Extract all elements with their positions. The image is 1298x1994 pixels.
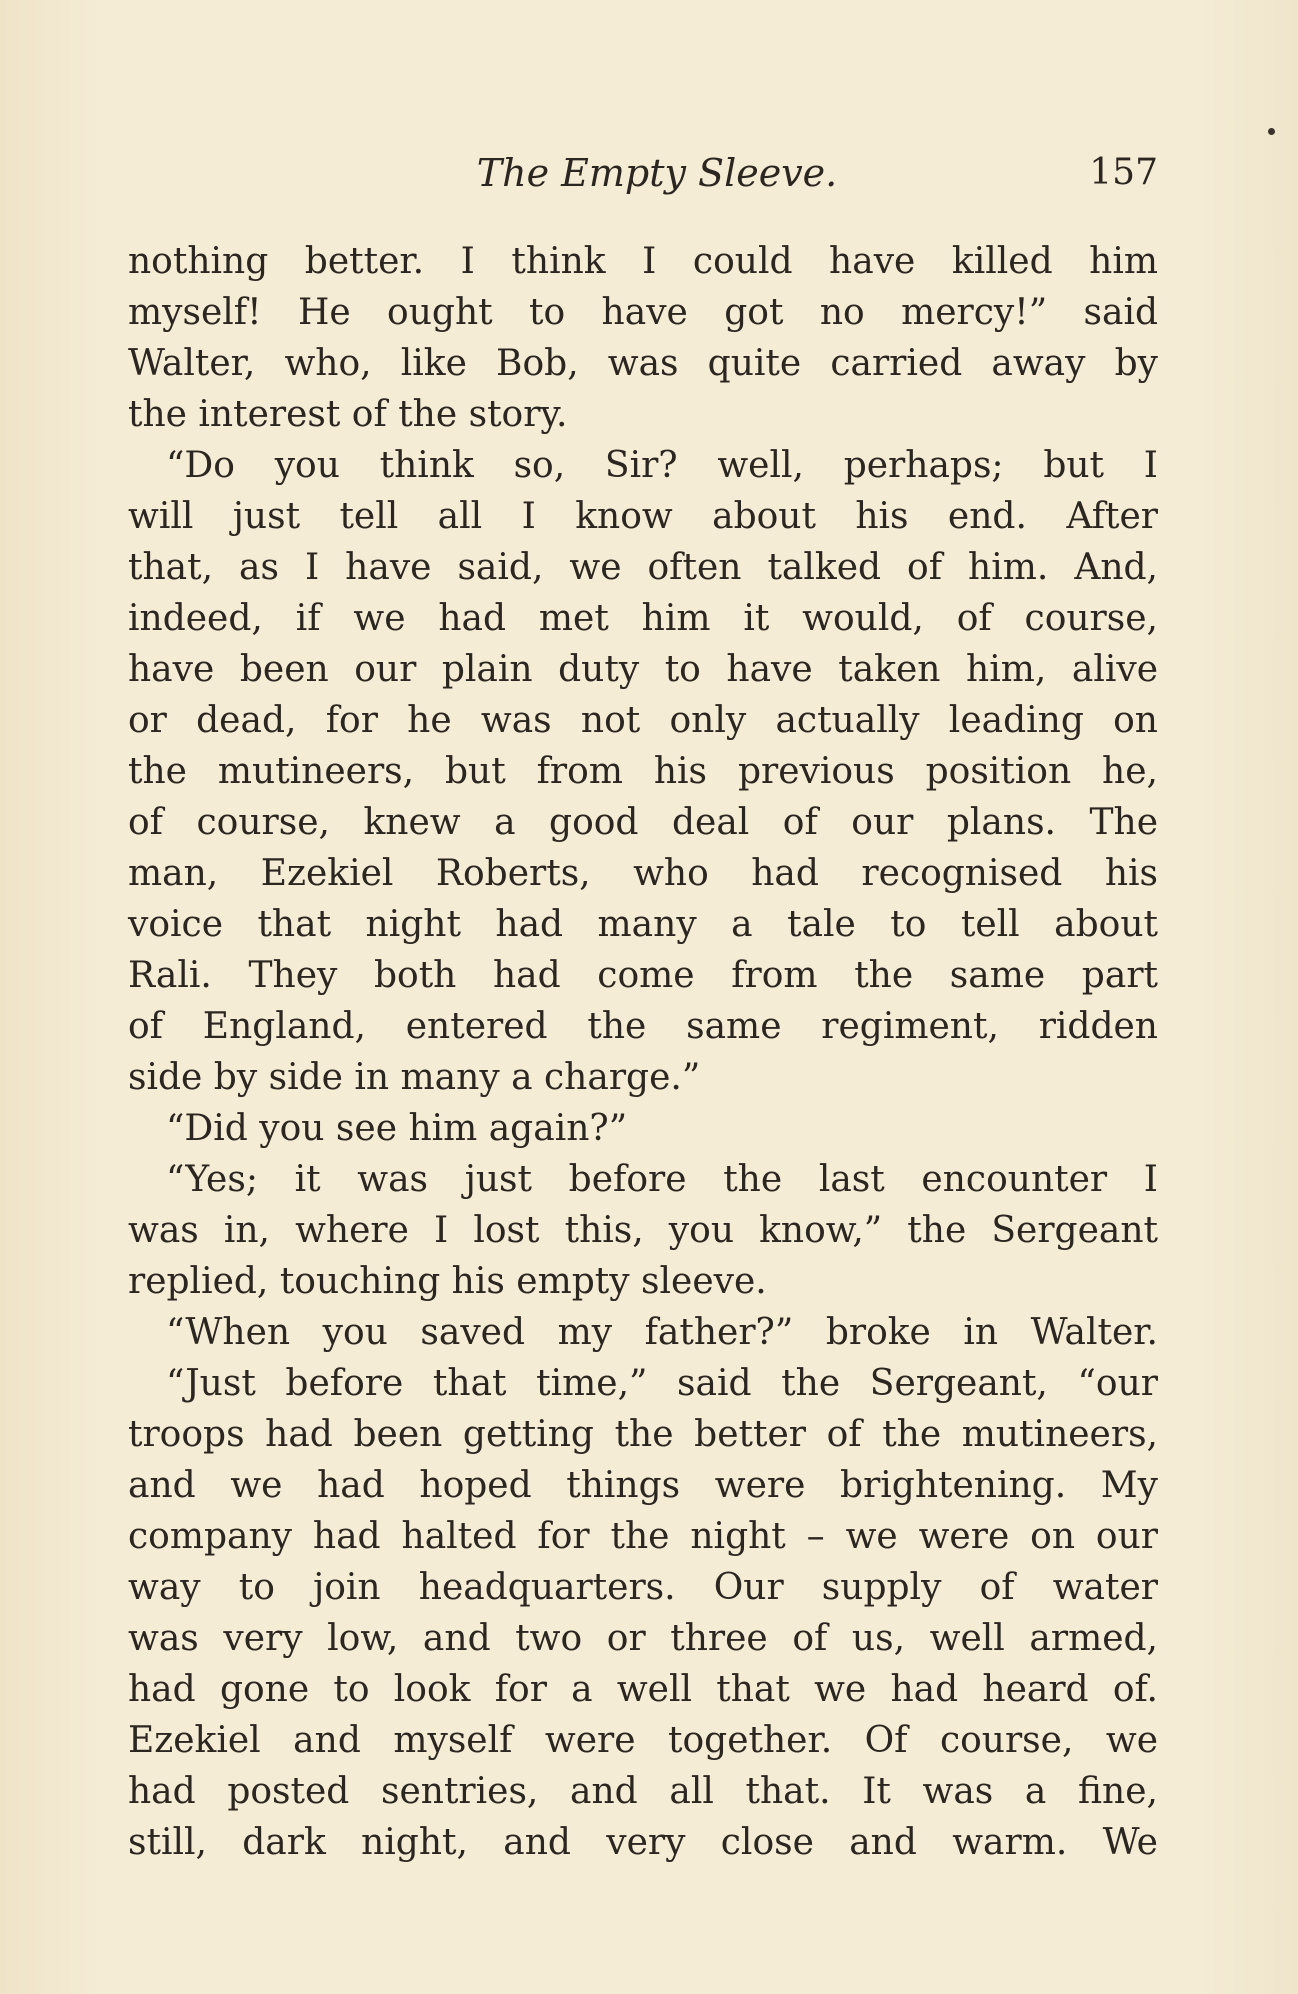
text-line: or dead, for he was not only actually leading on — [128, 700, 1158, 741]
running-head — [128, 148, 1158, 198]
text-line: the interest of the story. — [128, 394, 568, 435]
body-text — [128, 236, 1158, 1868]
text-line: Rali. They both had come from the same part — [128, 955, 1158, 996]
text-line: “Just before that time,” said the Sergeant, “our — [166, 1363, 1158, 1404]
text-line: man, Ezekiel Roberts, who had recognised his — [128, 853, 1158, 894]
running-title-wrapper — [128, 148, 1158, 198]
text-line: “Do you think so, Sir? well, perhaps; but I — [166, 445, 1158, 486]
text-line: have been our plain duty to have taken him, alive — [128, 649, 1158, 690]
page-number: 157 — [1089, 152, 1158, 193]
text-line: had posted sentries, and all that. It was a fine, — [128, 1771, 1158, 1812]
text-line: was in, where I lost this, you know,” the Sergeant — [128, 1210, 1158, 1251]
text-line: had gone to look for a well that we had heard of. — [128, 1669, 1158, 1710]
text-line: troops had been getting the better of the mutineers, — [128, 1414, 1158, 1455]
text-line: will just tell all I know about his end. After — [128, 496, 1158, 537]
text-line: myself! He ought to have got no mercy!” said — [128, 292, 1158, 333]
text-line: replied, touching his empty sleeve. — [128, 1261, 767, 1302]
running-title: The Empty Sleeve. — [476, 151, 838, 195]
text-line: indeed, if we had met him it would, of course, — [128, 598, 1158, 639]
text-line: voice that night had many a tale to tell about — [128, 904, 1158, 945]
text-line: that, as I have said, we often talked of him. And, — [128, 547, 1158, 588]
text-line: the mutineers, but from his previous position he, — [128, 751, 1158, 792]
text-line: “Yes; it was just before the last encounter I — [166, 1159, 1158, 1200]
text-line: was very low, and two or three of us, well armed, — [128, 1618, 1158, 1659]
text-line: still, dark night, and very close and warm. We — [128, 1822, 1158, 1863]
text-line: nothing better. I think I could have killed him — [128, 241, 1158, 282]
text-line: “When you saved my father?” broke in Walter. — [166, 1312, 1158, 1353]
text-line: and we had hoped things were brightening. My — [128, 1465, 1158, 1506]
text-line: of England, entered the same regiment, ridden — [128, 1006, 1158, 1047]
text-line: Ezekiel and myself were together. Of course, we — [128, 1720, 1158, 1761]
text-line: company had halted for the night – we were on our — [128, 1516, 1158, 1557]
ink-speck — [1268, 128, 1275, 135]
text-line: of course, knew a good deal of our plans. The — [128, 802, 1158, 843]
text-line: side by side in many a charge.” — [128, 1057, 701, 1098]
text-line: Walter, who, like Bob, was quite carried away by — [128, 343, 1158, 384]
text-line: “Did you see him again?” — [166, 1108, 628, 1149]
text-line: way to join headquarters. Our supply of water — [128, 1567, 1158, 1608]
